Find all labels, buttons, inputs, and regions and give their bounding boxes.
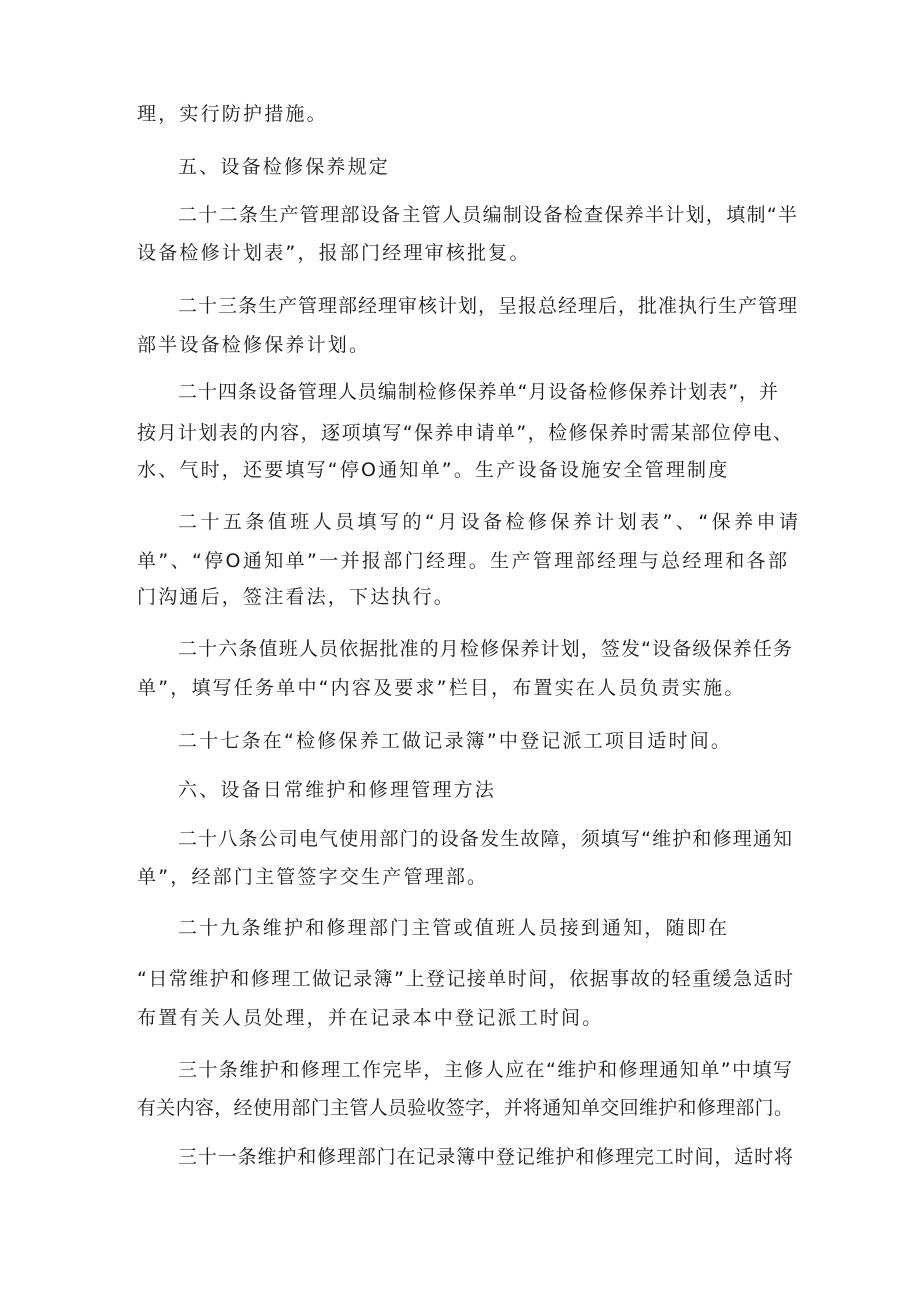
- text-line: 门沟通后，签注看法，下达执行。: [137, 586, 456, 608]
- text-line: 二十三条生产管理部经理审核计划，呈报总经理后，批准执行生产管理: [178, 295, 797, 317]
- text-line: 布置有关人员处理，并在记录本中登记派工时间。: [137, 1007, 604, 1029]
- text-line: 单”，填写任务单中“内容及要求”栏目，布置实在人员负责实施。: [137, 677, 746, 699]
- text-line: 二十八条公司电气使用部门的设备发生故障，须填写“维护和修理通知: [178, 828, 792, 850]
- text-line: 二十二条生产管理部设备主管人员编制设备检查保养半计划，填制“半: [178, 204, 797, 226]
- text-line: 二十五条值班人员填写的“月设备检修保养计划表”、“保养申请: [178, 511, 798, 533]
- text-line: 二十七条在“检修保养工做记录簿”中登记派工项目适时间。: [178, 730, 733, 752]
- text-line: 二十四条设备管理人员编制检修保养单“月设备检修保养计划表”，并: [178, 381, 778, 403]
- text-line: 单”，经部门主管签字交生产管理部。: [137, 866, 489, 888]
- section-heading: 六、设备日常维护和修理管理方法: [178, 779, 497, 801]
- text-line: “日常维护和修理工做记录簿”上登记接单时间，依据事故的轻重缓急适时: [137, 968, 793, 990]
- text-line: 按月计划表的内容，逐项填写“保养申请单”，检修保养时需某部位停电、: [137, 422, 792, 444]
- text-line: 三十条维护和修理工作完毕，主修人应在“维护和修理通知单”中填写: [178, 1059, 792, 1081]
- text-line: 二十六条值班人员依据批准的月检修保养计划，签发“设备级保养任务: [178, 638, 792, 660]
- text-line: 三十一条维护和修理部门在记录簿中登记维护和修理完工时间，适时将: [178, 1146, 793, 1168]
- text-line: 水、气时，还要填写“停O通知单”。生产设备设施安全管理制度: [137, 459, 730, 481]
- text-line: 设备检修计划表”，报部门经理审核批复。: [137, 242, 531, 264]
- text-line: 单”、“停O通知单”一并报部门经理。生产管理部经理与总经理和各部: [137, 550, 787, 572]
- text-line: 理，实行防护措施。: [137, 103, 328, 125]
- text-line: 部半设备检修保养计划。: [137, 334, 371, 356]
- text-line: 二十九条维护和修理部门主管或值班人员接到通知，随即在: [178, 917, 730, 939]
- text-line: 有关内容，经使用部门主管人员验收签字，并将通知单交回维护和修理部门。: [137, 1097, 793, 1119]
- section-heading: 五、设备检修保养规定: [178, 156, 391, 178]
